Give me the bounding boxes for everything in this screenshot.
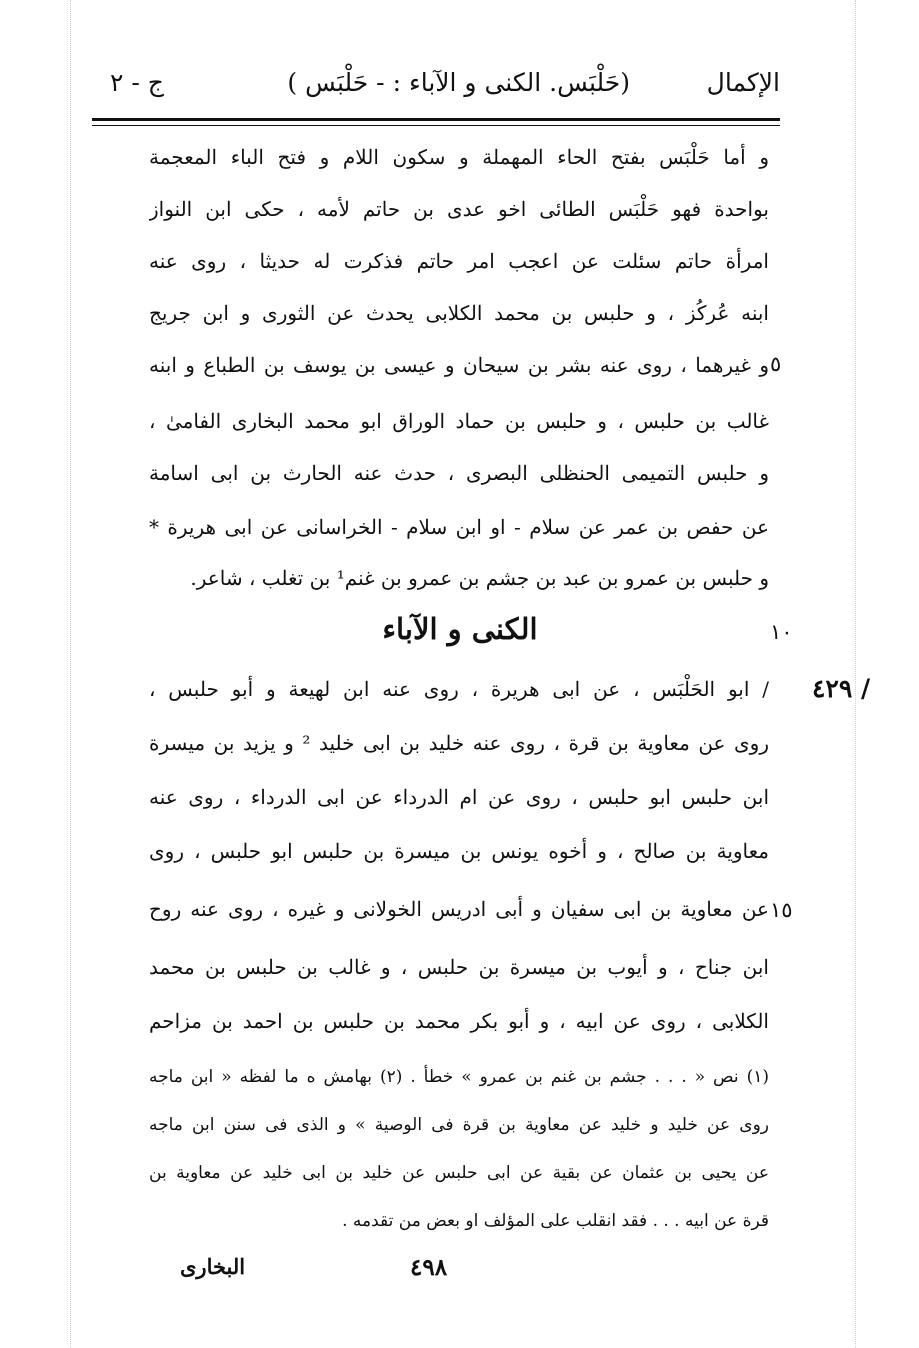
page-number: ٤٩٨ [410, 1254, 448, 1281]
body-line: و حلبس بن عمرو بن عبد بن جشم بن عمرو بن غنم¹ بن تغلب ، شاعر. [190, 566, 769, 590]
running-header [90, 68, 780, 118]
header-subtitle: (حَلْبَس. الكنى و الآباء : - حَلْبَس ) [287, 68, 630, 97]
body-line: عن حفص بن عمر عن سلام - او ابن سلام - الخراسانى عن ابى هريرة * [149, 515, 769, 539]
footnote-line: روى عن خليد و خليد عن معاوية بن قرة فى الوصية » و الذى فى سنن ابن ماجه [149, 1115, 769, 1135]
section-line: الكلابى ، روى عن ابيه ، و أبو بكر محمد بن حلبس بن احمد بن مزاحم [149, 1009, 769, 1033]
header-rule-thin [92, 125, 780, 126]
body-line: و حلبس التميمى الحنظلى البصرى ، حدث عنه الحارث بن ابى اسامة [149, 461, 769, 485]
line-number: ٥ [770, 352, 782, 376]
section-line: ابن حلبس ابو حلبس ، روى عن ام الدرداء عن ابى الدرداء ، روى عنه [149, 785, 769, 809]
body-line: بواحدة فهو حَلْبَس الطائى اخو عدى بن حاتم لأمه ، حكى ابن النواز [149, 197, 769, 221]
section-heading: الكنى و الآباء [382, 612, 538, 646]
footnote-line: قرة عن ابيه . . . فقد انقلب على المؤلف او بعض من تقدمه . [342, 1211, 769, 1231]
header-volume: ج - ٢ [110, 68, 164, 97]
line-number: ١٥ [770, 898, 793, 922]
footnote-line: عن يحيى بن عثمان عن بقية عن ابى حلبس عن خليد بن ابى خليد عن معاوية بن [149, 1163, 769, 1183]
margin-page-reference: / ٤٢٩ [812, 674, 871, 703]
scan-guide-line [70, 0, 71, 1348]
body-line: ابنه عُركُز ، و حلبس بن محمد الكلابى يحدث عن الثورى و ابن جريج [149, 301, 769, 325]
section-line: عن معاوية بن ابى سفيان و أبى ادريس الخولانى و غيره ، روى عنه روح [149, 897, 769, 921]
body-line: امرأة حاتم سئلت عن اعجب امر حاتم فذكرت له حديثا ، روى عنه [149, 249, 769, 273]
body-line: و أما حَلْبَس بفتح الحاء المهملة و سكون اللام و فتح الباء المعجمة [149, 145, 769, 169]
header-title: الإكمال [706, 68, 780, 97]
section-line: / ابو الحَلْبَس ، عن ابى هريرة ، روى عنه ابن لهيعة و أبو حلبس ، [149, 677, 769, 701]
footnote-line: (١) نص « . . . جشم بن غنم بن عمرو » خطأ . (٢) بهامش ه ما لفظه « ابن ماجه [149, 1067, 769, 1087]
section-line: ابن جناح ، و أيوب بن ميسرة بن حلبس ، و غالب بن حلبس بن محمد [149, 955, 769, 979]
line-number: ١٠ [770, 620, 793, 644]
header-rule [92, 118, 780, 121]
section-line: روى عن معاوية بن قرة ، روى عنه خليد بن ابى خليد ² و يزيد بن ميسرة [149, 731, 769, 755]
body-line: و غيرهما ، روى عنه بشر بن سيحان و عيسى بن يوسف بن الطباع و ابنه [149, 353, 769, 377]
footer-signature: البخارى [180, 1254, 246, 1279]
body-line: غالب بن حلبس ، و حلبس بن حماد الوراق ابو محمد البخارى الفامىٰ ، [149, 409, 769, 433]
section-line: معاوية بن صالح ، و أخوه يونس بن ميسرة بن حلبس ابو حلبس ، روى [149, 839, 769, 863]
